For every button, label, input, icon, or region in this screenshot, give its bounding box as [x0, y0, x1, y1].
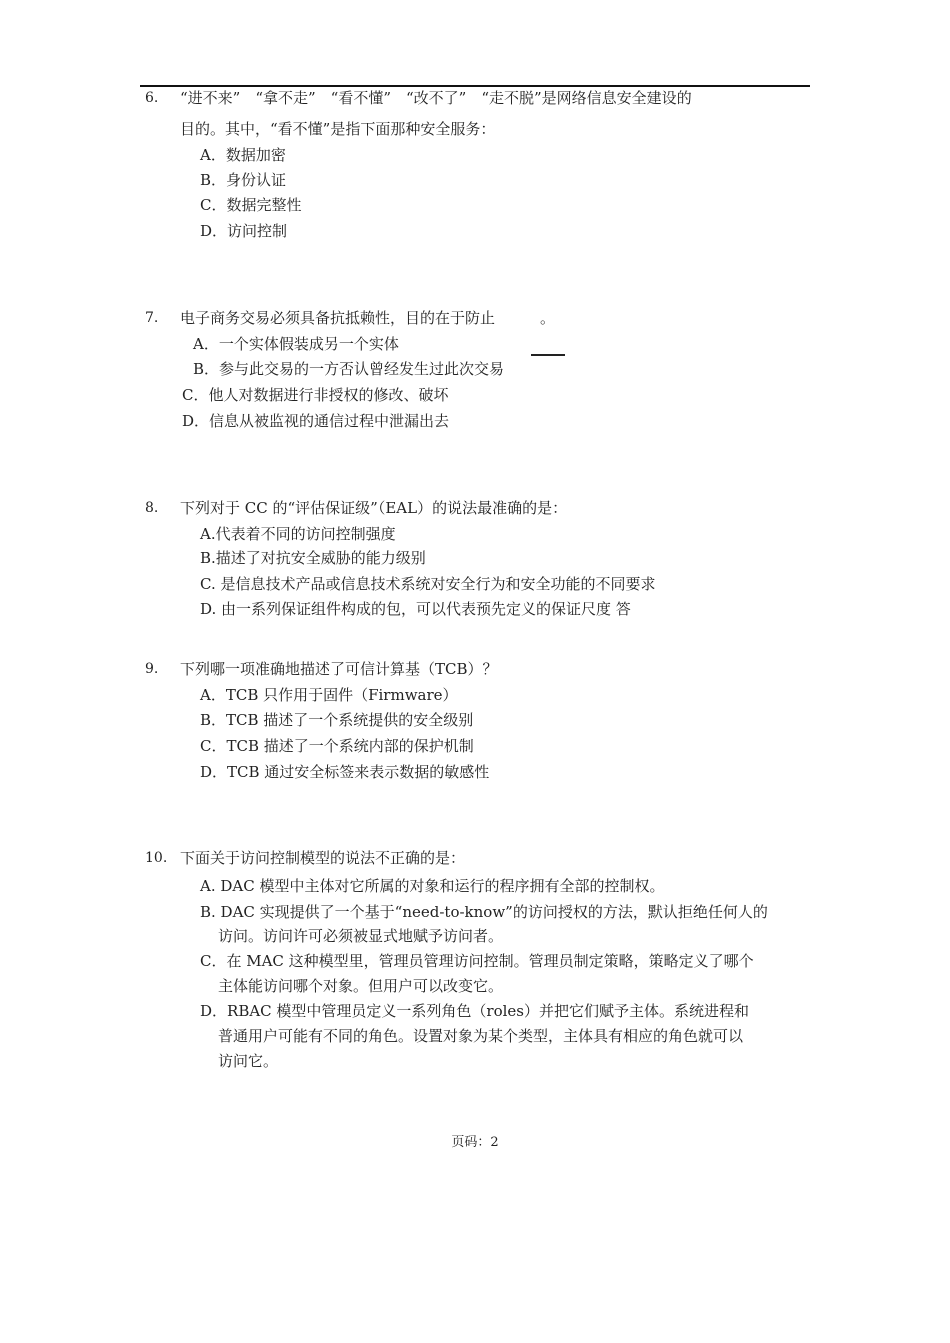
page-number: 页码：2 — [451, 1135, 499, 1150]
option-a: A. DAC 模型中主体对它所属的对象和运行的程序拥有全部的控制权。 — [200, 877, 665, 895]
option-a: A．数据加密 — [200, 146, 286, 164]
question-number: 8. — [145, 500, 159, 516]
option-c: C．TCB 描述了一个系统内部的保护机制 — [200, 737, 474, 755]
option-c: C．在 MAC 这种模型里，管理员管理访问控制。管理员制定策略，策略定义了哪个 — [200, 952, 754, 970]
question-stem-line: 下列哪一项准确地描述了可信计算基（TCB）？ — [180, 660, 498, 678]
question-number: 6. — [145, 90, 159, 106]
option-b: B．参与此交易的一方否认曾经发生过此次交易 — [193, 360, 505, 378]
question-number: 9. — [145, 661, 159, 677]
option-c: C. 是信息技术产品或信息技术系统对安全行为和安全功能的不同要求 — [200, 575, 656, 593]
top-rule — [140, 85, 810, 87]
option-c: C．数据完整性 — [200, 196, 302, 214]
option-c-continuation: 主体能访问哪个对象。但用户可以改变它。 — [218, 977, 504, 995]
option-a: A．TCB 只作用于固件（Firmware） — [200, 686, 458, 704]
question-stem-line: “进不来” “拿不走” “看不懂” “改不了” “走不脱”是网络信息安全建设的 — [180, 89, 692, 107]
question-number: 7. — [145, 310, 159, 326]
question-number: 10. — [145, 850, 168, 866]
question-stem-line: 下列对于 CC 的“评估保证级”（EAL）的说法最准确的是： — [180, 499, 568, 517]
option-b: B. DAC 实现提供了一个基于“need-to-know”的访问授权的方法，默认拒绝任何人的 — [200, 903, 768, 921]
question-stem-line: 下面关于访问控制模型的说法不正确的是： — [180, 849, 466, 867]
answer-blank — [531, 354, 565, 356]
option-a: A.代表着不同的访问控制强度 — [200, 525, 396, 543]
option-d: D．RBAC 模型中管理员定义一系列角色（roles）并把它们赋予主体。系统进程和 — [200, 1002, 749, 1020]
option-d: D．TCB 通过安全标签来表示数据的敏感性 — [200, 763, 490, 781]
option-d: D．访问控制 — [200, 222, 288, 240]
option-c: C．他人对数据进行非授权的修改、破坏 — [182, 386, 449, 404]
question-stem-line: 电子商务交易必须具备抗抵赖性，目的在于防止 。 — [180, 309, 556, 327]
option-d: D. 由一系列保证组件构成的包，可以代表预先定义的保证尺度 答 — [200, 600, 631, 618]
option-b-continuation: 访问。访问许可必须被显式地赋予访问者。 — [218, 927, 504, 945]
option-b: B.描述了对抗安全威胁的能力级别 — [200, 549, 426, 567]
option-d: D．信息从被监视的通信过程中泄漏出去 — [182, 412, 450, 430]
option-a: A．一个实体假装成另一个实体 — [193, 335, 399, 353]
option-b: B．TCB 描述了一个系统提供的安全级别 — [200, 711, 474, 729]
option-b: B．身份认证 — [200, 171, 287, 189]
option-d-continuation: 普通用户可能有不同的角色。设置对象为某个类型，主体具有相应的角色就可以 — [218, 1027, 744, 1045]
question-stem-line: 目的。其中，“看不懂”是指下面那种安全服务： — [180, 120, 496, 138]
option-d-continuation: 访问它。 — [218, 1052, 279, 1070]
